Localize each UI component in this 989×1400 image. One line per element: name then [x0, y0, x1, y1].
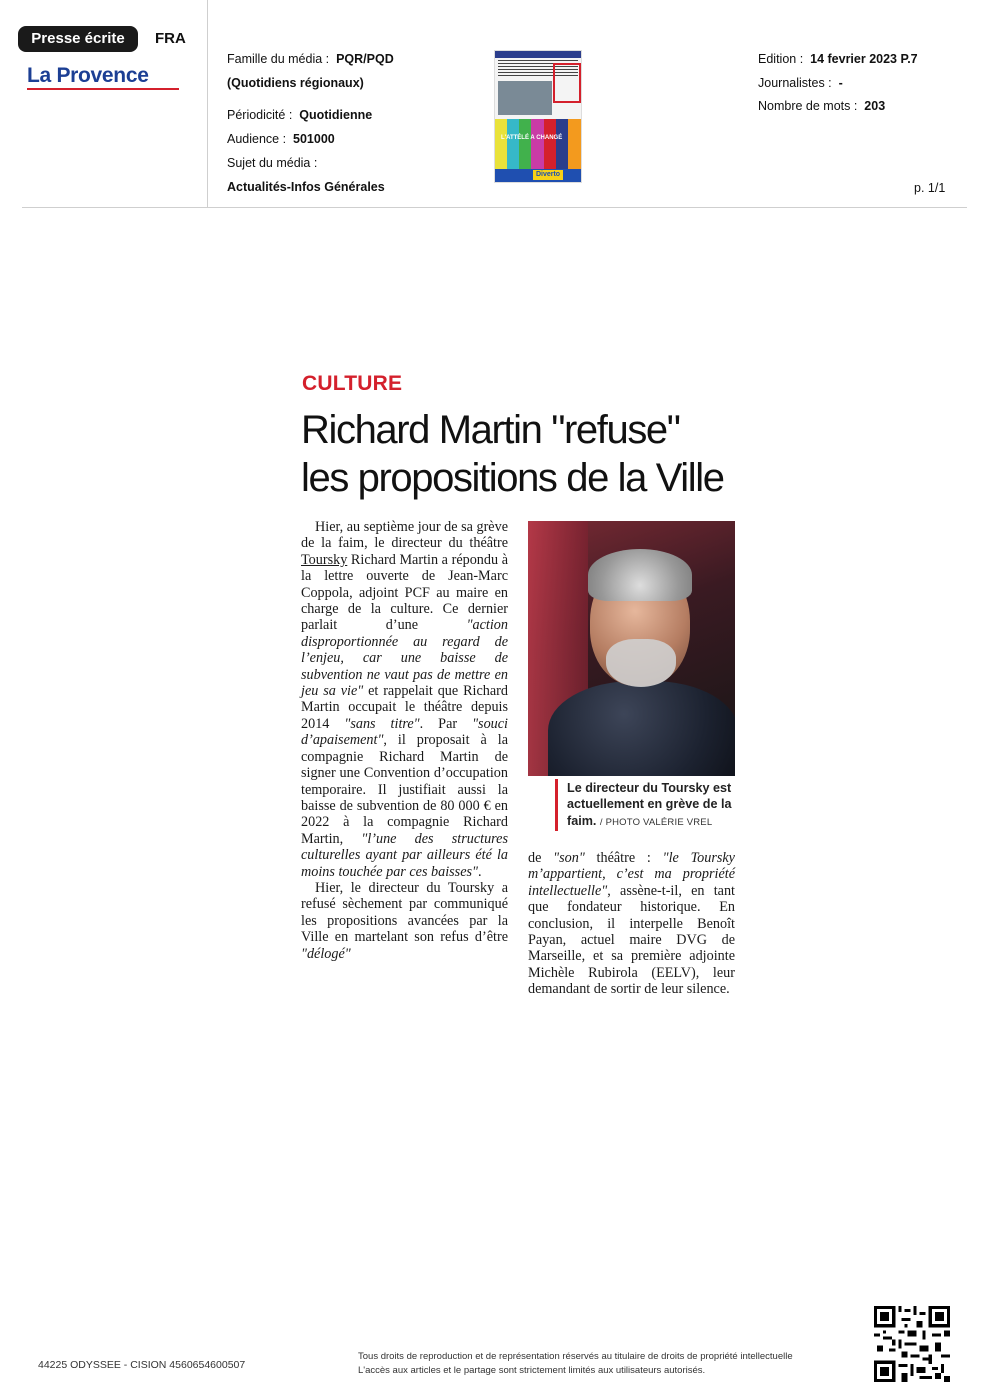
caption-text: Le directeur du Toursky est actuellement en grève de la faim. [567, 781, 732, 828]
media-type-badge: Presse écrite [18, 26, 138, 52]
thumbnail-article-highlight [553, 63, 581, 103]
edition-label: Edition : [758, 52, 804, 66]
journalists [758, 75, 843, 91]
thumbnail-caption: L'ATTÉLÉ A CHANGÉ [501, 135, 563, 141]
photo-coat [548, 681, 735, 776]
audience-label: Audience : [227, 132, 287, 146]
periodicity [227, 107, 372, 123]
thumbnail-masthead [495, 51, 581, 58]
periodicity-label: Périodicité : [227, 108, 293, 122]
article-paragraph-2: Hier, le directeur du Toursky a refusé sèchement par communiqué les propositions avancées par la Ville en martelant son refus d’être "délogé" [301, 879, 508, 962]
word-count-value: 203 [864, 99, 886, 113]
media-family-label: Famille du média : [227, 52, 330, 66]
article-column-left [301, 519, 508, 962]
qr-code[interactable] [874, 1306, 950, 1382]
copyright-line-1: Tous droits de reproduction et de représentation réservés au titulaire de droits de propriété intellectuelle [358, 1351, 793, 1362]
page-number: p. 1/1 [914, 181, 946, 195]
subject [227, 155, 317, 171]
article-column-right [528, 850, 735, 998]
journalists-label: Journalistes : [758, 76, 832, 90]
article-photo [528, 521, 735, 776]
subject-label: Sujet du média : [227, 156, 318, 170]
copyright-line-2: L'accès aux articles et le partage sont strictement limités aux utilisateurs autorisés. [358, 1365, 706, 1376]
photo-beard [606, 639, 676, 687]
thumbnail-photo [498, 81, 552, 115]
edition [758, 51, 918, 67]
header-divider [22, 207, 967, 208]
subject-value-row [227, 179, 385, 195]
headline-line-2: les propositions de la Ville [301, 456, 724, 500]
media-family [227, 51, 394, 67]
thumbnail-color-bars [495, 119, 581, 169]
audience [227, 131, 335, 147]
thumbnail-tag: Diverto [533, 170, 563, 180]
word-count [758, 98, 885, 114]
document-id: 44225 ODYSSEE - CISION 4560654600507 [38, 1359, 246, 1371]
photo-caption [567, 780, 742, 831]
photo-hair [588, 549, 692, 601]
subject-value: Actualités-Infos Générales [227, 180, 385, 194]
headline-line-1: Richard Martin "refuse" [301, 408, 680, 452]
logo-underline [27, 88, 179, 90]
audience-value: 501000 [293, 132, 335, 146]
article-headline [301, 406, 761, 502]
media-family-detail [227, 75, 364, 91]
periodicity-value: Quotidienne [299, 108, 373, 122]
article-paragraph-2-continued: de "son" théâtre : "le Toursky m’appartient, c’est ma propriété intellectuelle", assène-t-il, en tant que fondateur historique. En conclusion, il interpelle Benoît Payan, actuel maire DVG de Marseille, et sa première adjointe Michèle Rubirola (EELV), leur demandant de sortir de leur silence. [528, 850, 735, 998]
header-vertical-divider [207, 0, 208, 207]
journalists-value: - [838, 76, 843, 90]
media-family-detail-text: (Quotidiens régionaux) [227, 76, 364, 90]
photo-credit: / PHOTO VALÉRIE VREL [599, 816, 713, 828]
edition-value: 14 fevrier 2023 P.7 [810, 52, 918, 66]
media-family-value: PQR/PQD [336, 52, 394, 66]
word-count-label: Nombre de mots : [758, 99, 858, 113]
country-code: FRA [155, 30, 186, 47]
caption-accent-bar [555, 779, 558, 831]
page-thumbnail [494, 50, 582, 183]
copyright-notice [358, 1350, 793, 1378]
article-kicker: CULTURE [302, 372, 403, 395]
article-paragraph-1: Hier, au septième jour de sa grève de la faim, le directeur du théâtre Toursky Richard Martin a répondu à la lettre ouverte de Jean-Marc Coppola, adjoint PCF au maire en charge de la culture. Ce dernier parlait d’une "action disproportionnée au regard de l’enjeu, car une baisse de subvention ne vaut pas de mettre en jeu sa vie" et rappelait que Richard Martin occupait le théâtre depuis 2014 "sans titre". Par "souci d’apaisement", il proposait à la compagnie Richard Martin de signer une Convention d’occupation temporaire. Il justifiait aussi la baisse de subvention de 80 000 € en 2022 à la compagnie Richard Martin, "l’une des structures culturelles ayant par ailleurs été la moins touchée par ces baisses". [301, 519, 508, 880]
newspaper-logo: La Provence [27, 64, 149, 87]
